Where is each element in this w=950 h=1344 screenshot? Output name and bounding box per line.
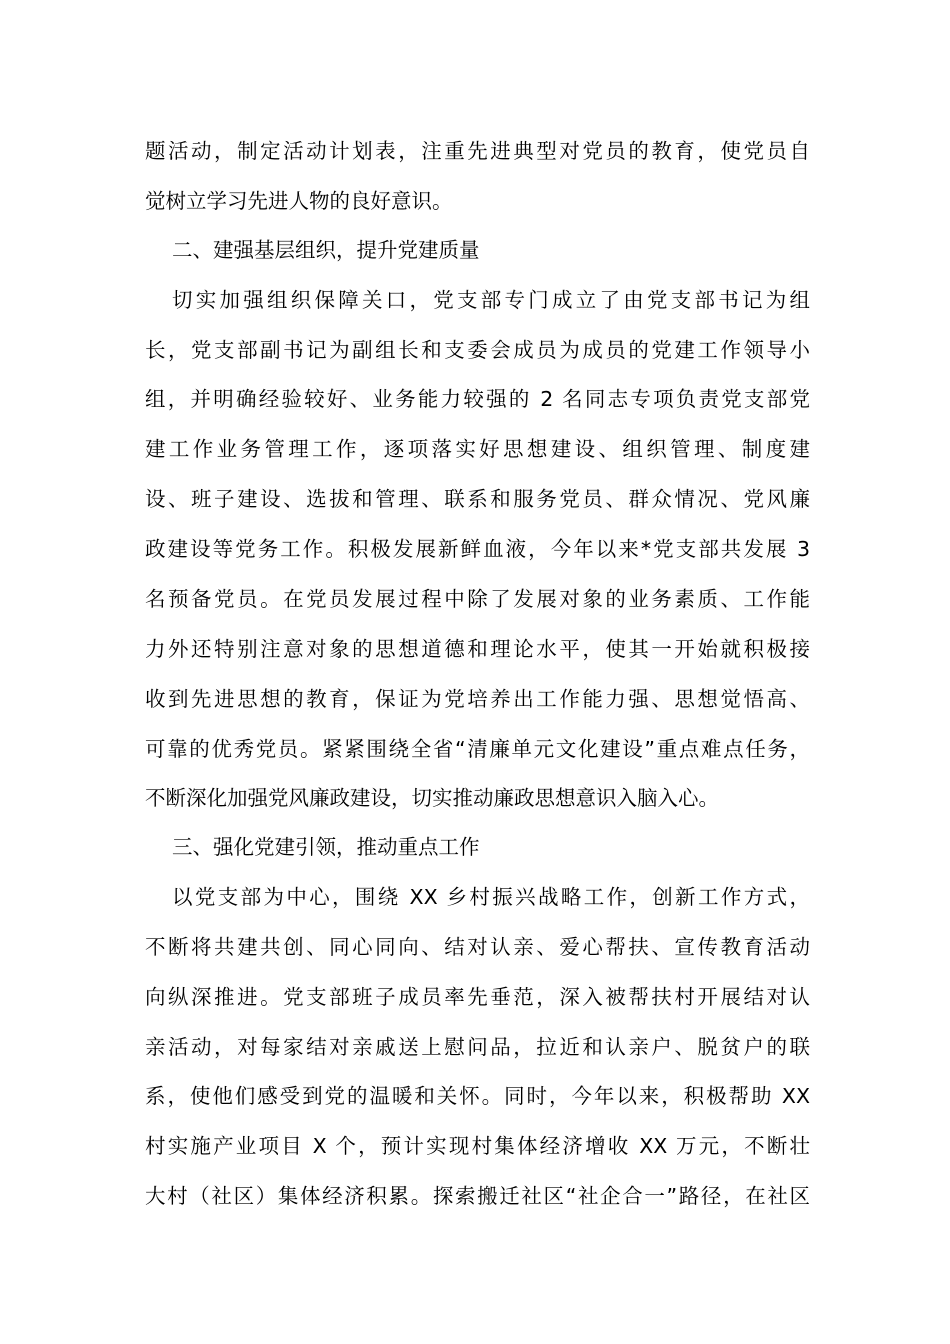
paragraph-line: 力外还特别注意对象的思想道德和理论水平，使其一开始就积极接: [145, 637, 810, 661]
paragraph-line: 村实施产业项目 X 个，预计实现村集体经济增收 XX 万元，不断壮: [145, 1134, 810, 1158]
paragraph-line: 收到先进思想的教育，保证为党培养出工作能力强、思想觉悟高、: [145, 687, 810, 711]
paragraph-line: 建工作业务管理工作，逐项落实好思想建设、组织管理、制度建: [145, 437, 810, 461]
paragraph-line: 题活动，制定活动计划表，注重先进典型对党员的教育，使党员自: [145, 139, 810, 163]
paragraph-line: 亲活动，对每家结对亲戚送上慰问品，拉近和认亲户、脱贫户的联: [145, 1035, 810, 1059]
paragraph-line: 觉树立学习先进人物的良好意识。: [145, 189, 453, 213]
paragraph-line: 向纵深推进。党支部班子成员率先垂范，深入被帮扶村开展结对认: [145, 985, 810, 1009]
section-heading: 二、建强基层组织，提升党建质量: [172, 238, 480, 262]
paragraph-line: 切实加强组织保障关口，党支部专门成立了由党支部书记为组: [172, 288, 810, 312]
paragraph-line: 以党支部为中心，围绕 XX 乡村振兴战略工作，创新工作方式，: [172, 885, 810, 909]
paragraph-line: 政建设等党务工作。积极发展新鲜血液，今年以来*党支部共发展 3: [145, 537, 810, 561]
paragraph-line: 系，使他们感受到党的温暖和关怀。同时，今年以来，积极帮助 XX: [145, 1084, 810, 1108]
paragraph-line: 名预备党员。在党员发展过程中除了发展对象的业务素质、工作能: [145, 587, 810, 611]
paragraph-line: 可靠的优秀党员。紧紧围绕全省“清廉单元文化建设”重点难点任务，: [145, 737, 810, 761]
paragraph-line: 不断将共建共创、同心同向、结对认亲、爱心帮扶、宣传教育活动: [145, 935, 810, 959]
paragraph-line: 长，党支部副书记为副组长和支委会成员为成员的党建工作领导小: [145, 338, 810, 362]
paragraph-line: 设、班子建设、选拔和管理、联系和服务党员、群众情况、党风廉: [145, 487, 810, 511]
paragraph-line: 大村（社区）集体经济积累。探索搬迁社区“社企合一”路径，在社区: [145, 1184, 810, 1208]
paragraph-line: 组，并明确经验较好、业务能力较强的 2 名同志专项负责党支部党: [145, 387, 810, 411]
paragraph-line: 不断深化加强党风廉政建设，切实推动廉政思想意识入脑入心。: [145, 786, 719, 810]
section-heading: 三、强化党建引领，推动重点工作: [172, 835, 480, 859]
